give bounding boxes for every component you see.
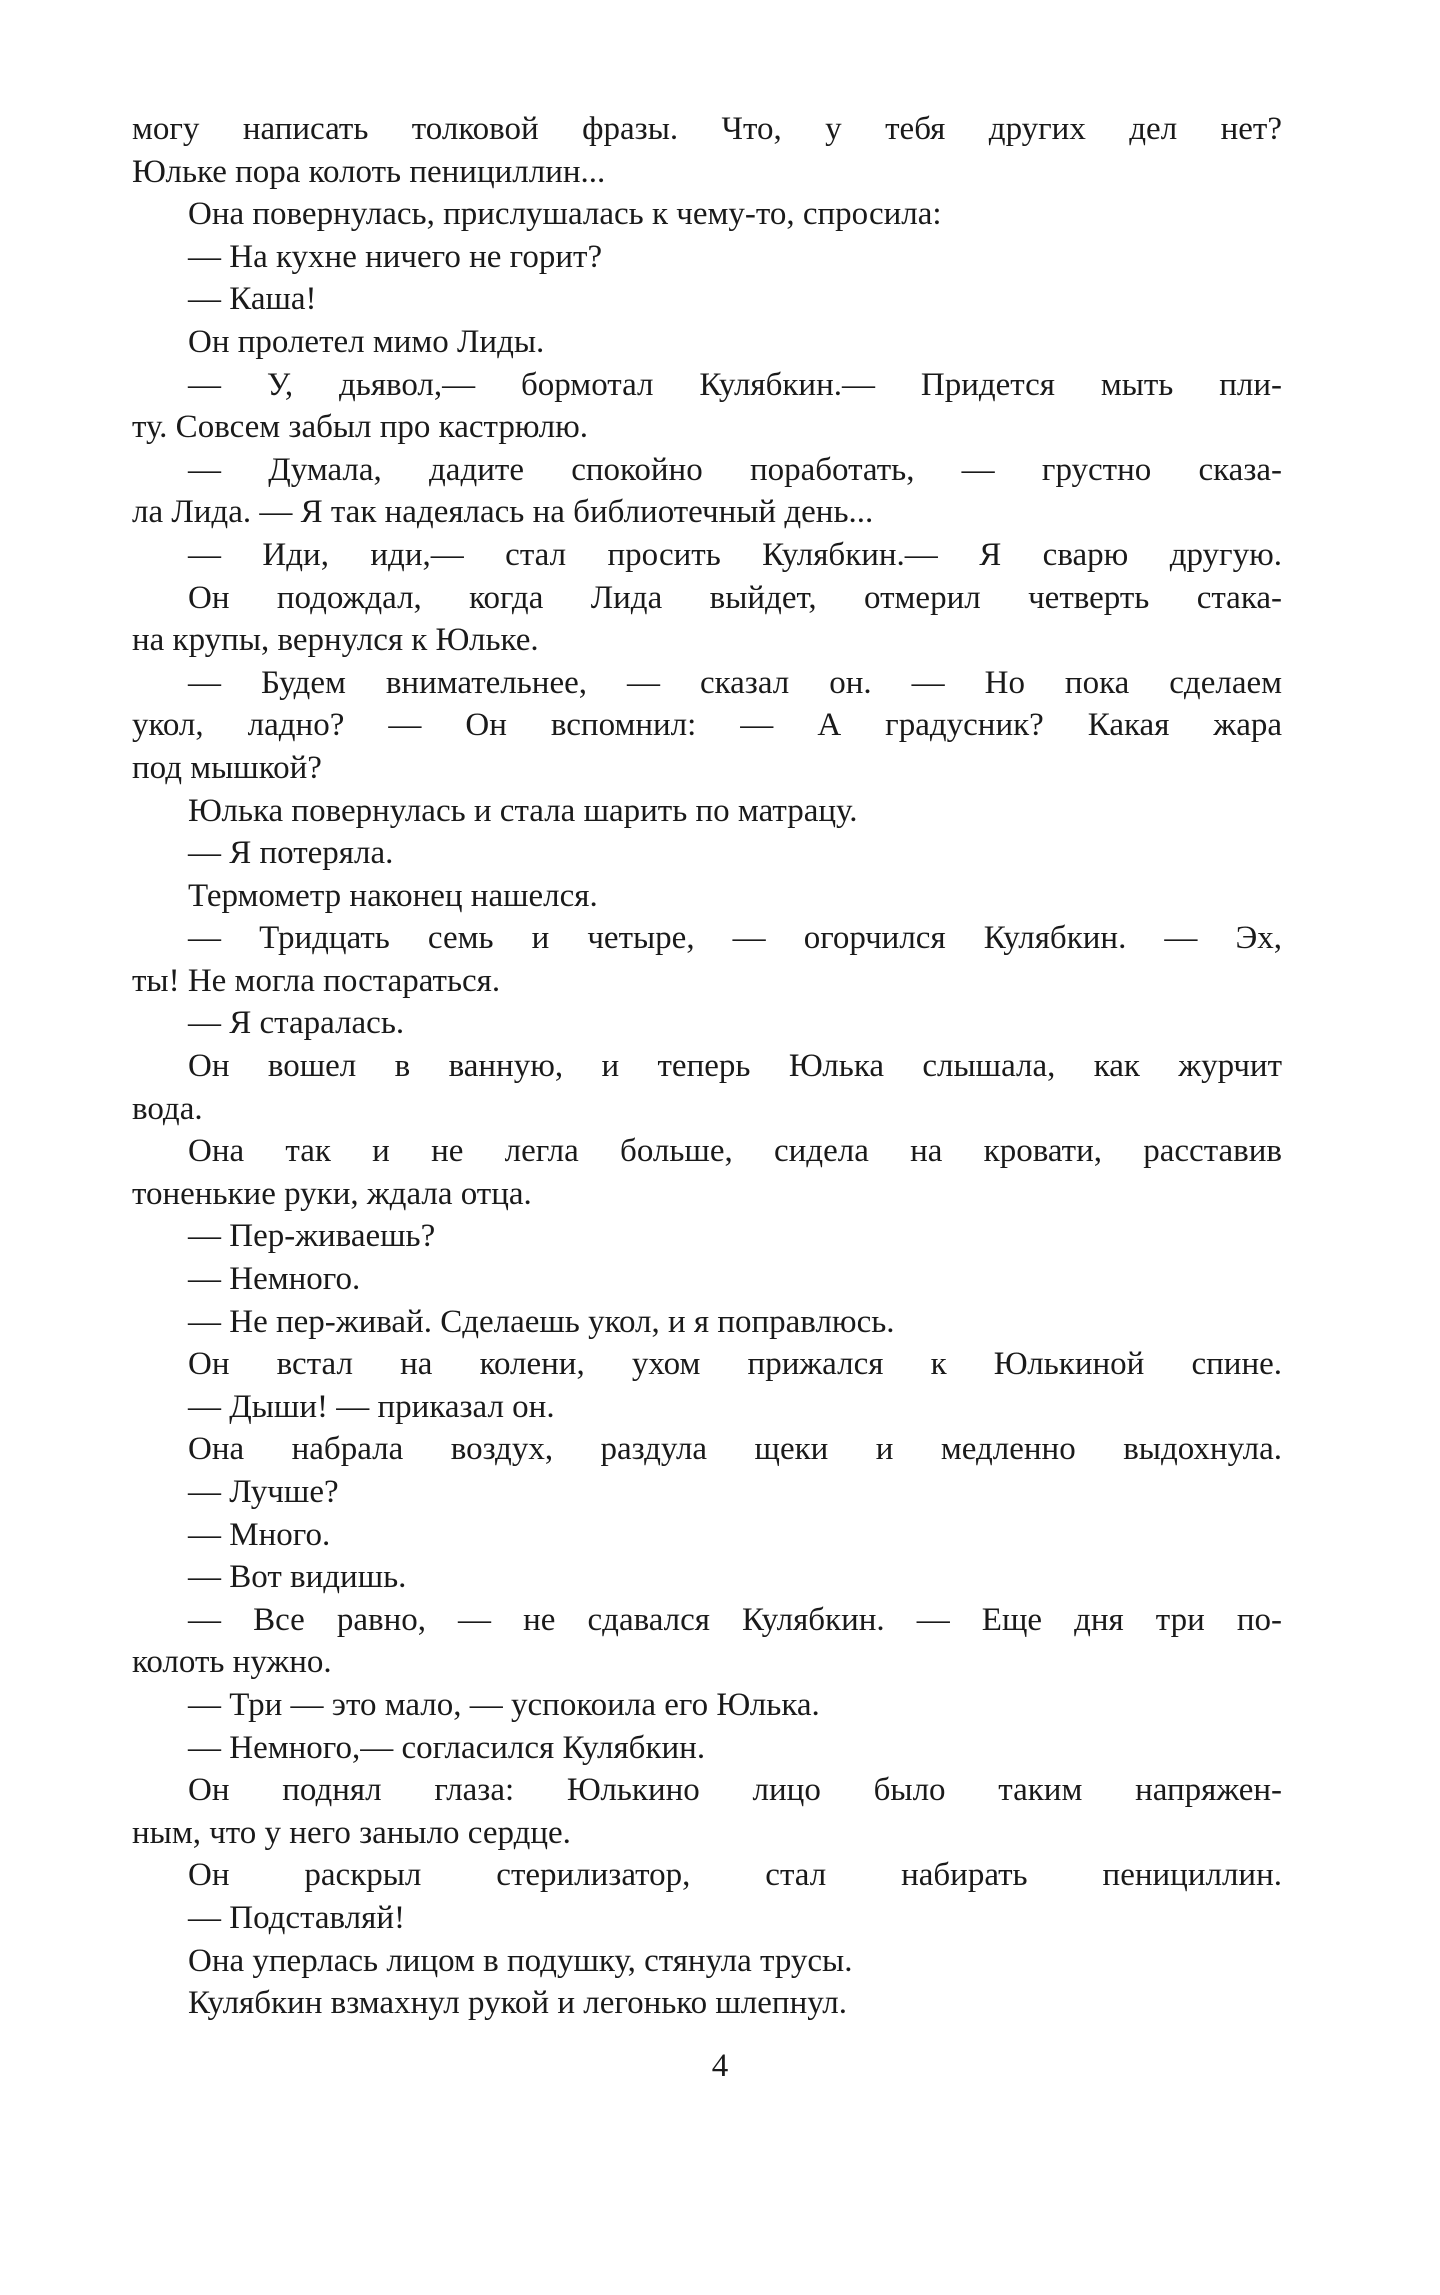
text-line: — Немного,— согласился Кулябкин. bbox=[188, 1729, 706, 1766]
text-line: Юлька повернулась и стала шарить по матрацу. bbox=[188, 792, 858, 829]
text-line: Он поднял глаза: Юлькино лицо было таким напряжен- bbox=[188, 1772, 1282, 1809]
text-line: Он встал на колени, ухом прижался к Юлькиной спине. bbox=[188, 1346, 1282, 1383]
text-line: — Дыши! — приказал он. bbox=[188, 1388, 555, 1425]
text-line: — Немного. bbox=[188, 1261, 361, 1298]
text-line: укол, ладно? — Он вспомнил: — А градусник? Какая жара bbox=[132, 707, 1282, 744]
text-line: Юльке пора колоть пенициллин... bbox=[132, 153, 606, 190]
text-line: Он подождал, когда Лида выйдет, отмерил четверть стака- bbox=[188, 579, 1282, 616]
text-line: Она повернулась, прислушалась к чему-то, спросила: bbox=[188, 196, 942, 233]
text-line: — Тридцать семь и четыре, — огорчился Кулябкин. — Эх, bbox=[188, 920, 1282, 957]
text-line: ту. Совсем забыл про кастрюлю. bbox=[132, 409, 589, 446]
text-line: могу написать толковой фразы. Что, у тебя других дел нет? bbox=[132, 111, 1282, 147]
text-line: — Вот видишь. bbox=[188, 1559, 407, 1596]
text-line: Он пролетел мимо Лиды. bbox=[188, 323, 545, 360]
text-line: ным, что у него заныло сердце. bbox=[132, 1814, 571, 1851]
text-line: вода. bbox=[132, 1090, 203, 1127]
text-line: — Пер-живаешь? bbox=[188, 1218, 436, 1255]
text-line: — Думала, дадите спокойно поработать, — грустно сказа- bbox=[188, 451, 1282, 488]
text-line: — На кухне ничего не горит? bbox=[188, 238, 603, 275]
text-line: — Три — это мало, — успокоила его Юлька. bbox=[188, 1686, 820, 1723]
text-line: — Все равно, — не сдавался Кулябкин. — Еще дня три по- bbox=[188, 1601, 1282, 1638]
text-line: — Я потеряла. bbox=[188, 835, 394, 872]
text-line: Он раскрыл стерилизатор, стал набирать пенициллин. bbox=[188, 1857, 1282, 1894]
text-line: — Лучше? bbox=[188, 1474, 339, 1510]
text-line: — Каша! bbox=[188, 281, 317, 318]
text-line: — Будем внимательнее, — сказал он. — Но пока сделаем bbox=[188, 664, 1282, 701]
text-line: ты! Не могла постараться. bbox=[132, 962, 501, 999]
text-line: Термометр наконец нашелся. bbox=[188, 877, 598, 914]
text-line: тоненькие руки, ждала отца. bbox=[132, 1175, 532, 1212]
text-line: — У, дьявол,— бормотал Кулябкин.— Придется мыть пли- bbox=[188, 366, 1282, 403]
text-line: Кулябкин взмахнул рукой и легонько шлепнул. bbox=[188, 1985, 848, 2022]
text-line: Он вошел в ванную, и теперь Юлька слышала, как журчит bbox=[188, 1048, 1282, 1085]
text-line: — Не пер-живай. Сделаешь укол, и я поправлюсь. bbox=[188, 1303, 895, 1340]
text-line: на крупы, вернулся к Юльке. bbox=[132, 622, 539, 659]
text-line: — Иди, иди,— стал просить Кулябкин.— Я сварю другую. bbox=[188, 536, 1282, 573]
body-text bbox=[132, 108, 1282, 2025]
text-line: Она набрала воздух, раздула щеки и медленно выдохнула. bbox=[188, 1431, 1282, 1468]
text-line: Она уперлась лицом в подушку, стянула трусы. bbox=[188, 1942, 853, 1979]
text-line: — Я старалась. bbox=[188, 1005, 405, 1042]
page-number: 4 bbox=[711, 2048, 729, 2084]
text-line: — Много. bbox=[188, 1516, 331, 1553]
text-line: колоть нужно. bbox=[132, 1644, 332, 1681]
text-line: под мышкой? bbox=[132, 749, 322, 786]
text-line: — Подставляй! bbox=[188, 1899, 405, 1936]
text-line: ла Лида. — Я так надеялась на библиотечный день... bbox=[132, 494, 874, 531]
text-line: Она так и не легла больше, сидела на кровати, расставив bbox=[188, 1133, 1282, 1170]
